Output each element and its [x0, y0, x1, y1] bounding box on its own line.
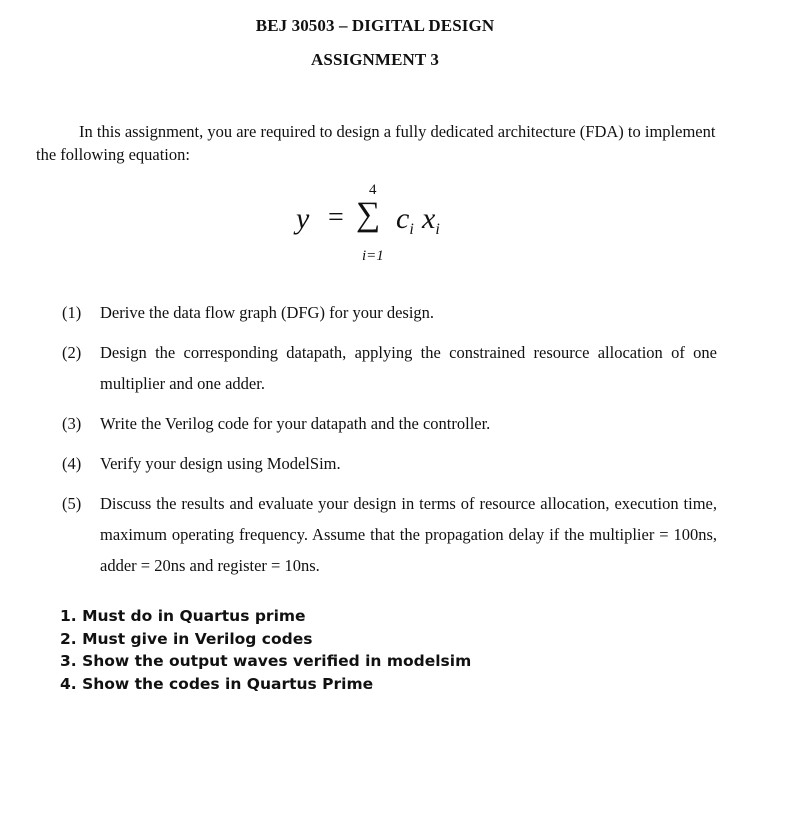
term-c: [396, 202, 414, 239]
term-x-letter: x: [422, 202, 436, 235]
task-item: [62, 408, 717, 439]
notes-list: [60, 605, 471, 695]
task-text: Write the Verilog code for your datapath and the controller.: [100, 414, 491, 433]
equation-lhs: y: [296, 202, 310, 235]
note-item: 3. Show the output waves verified in modelsim: [60, 652, 472, 671]
intro-text: In this assignment, you are required to design a fully dedicated architecture (FDA) to implement the following equation:: [36, 122, 716, 164]
sum-lower-limit: i=1: [362, 248, 384, 264]
equation: [296, 182, 496, 272]
task-text: Derive the data flow graph (DFG) for your design.: [100, 303, 435, 322]
task-text: Design the corresponding datapath, applying the constrained resource allocation of one multiplier and one adder.: [100, 343, 717, 393]
task-number: (4): [62, 454, 82, 473]
sum-upper-limit: 4: [369, 182, 377, 198]
note-item: 1. Must do in Quartus prime: [60, 607, 306, 625]
task-number: (1): [62, 303, 82, 322]
task-list: [62, 297, 717, 590]
term-c-subscript: i: [409, 221, 414, 238]
equation-equals: =: [328, 202, 344, 233]
task-text: Discuss the results and evaluate your design in terms of resource allocation, execution time, maximum operating frequency. Assume that the propagation delay if the multiplier = 100ns, adder = 20ns and register = 10ns.: [100, 494, 717, 575]
task-number: (2): [62, 343, 82, 362]
task-number: (3): [62, 414, 82, 433]
task-item: [62, 297, 717, 328]
term-x: [422, 202, 440, 239]
term-x-subscript: i: [435, 221, 440, 238]
summation-symbol: ∑: [356, 196, 381, 233]
task-item: [62, 448, 717, 479]
term-c-letter: c: [396, 202, 410, 235]
intro-paragraph: [36, 120, 716, 166]
task-item: [62, 488, 717, 581]
task-number: (5): [62, 494, 82, 513]
note-item: 4. Show the codes in Quartus Prime: [60, 674, 374, 693]
task-text: Verify your design using ModelSim.: [100, 454, 341, 473]
assignment-subtitle: ASSIGNMENT 3: [311, 50, 439, 69]
task-item: [62, 337, 717, 399]
note-item: 2. Must give in Verilog codes: [60, 629, 313, 648]
document-title: BEJ 30503 – DIGITAL DESIGN: [255, 16, 495, 35]
